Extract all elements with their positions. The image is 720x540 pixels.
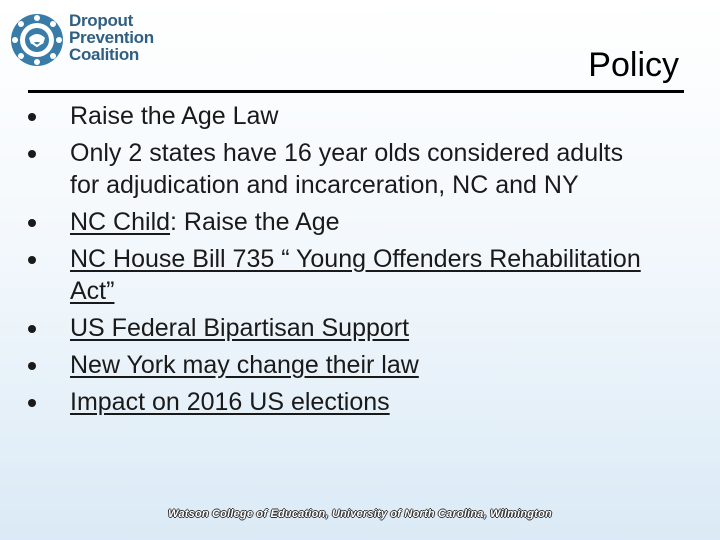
- bullet-item: [24, 206, 654, 238]
- bullet-text: Raise the Age Law: [70, 102, 279, 130]
- bullet-link[interactable]: US Federal Bipartisan Support: [70, 314, 410, 342]
- bullet-dot-icon: [28, 399, 36, 407]
- logo-line-2: Prevention: [69, 28, 154, 47]
- bullet-text: : Raise the Age: [170, 208, 340, 236]
- bullet-dot-icon: [28, 113, 36, 121]
- footer-text: Watson College of Education, University of North Carolina, Wilmington: [168, 508, 552, 520]
- bullet-item: [24, 349, 654, 381]
- bullet-list: [24, 100, 654, 423]
- bullet-item: [24, 312, 654, 344]
- bullet-dot-icon: [28, 219, 36, 227]
- bullet-link[interactable]: NC House Bill 735 “ Young Offenders Rehabilitation Act”: [70, 245, 641, 305]
- logo-line-1: Dropout: [69, 11, 133, 30]
- globe-people-icon: [9, 12, 65, 68]
- bullet-dot-icon: [28, 362, 36, 370]
- logo-line-3: Coalition: [69, 45, 140, 64]
- bullet-link[interactable]: New York may change their law: [70, 351, 419, 379]
- bullet-dot-icon: [28, 256, 36, 264]
- logo-text: [69, 12, 154, 63]
- bullet-item: [24, 137, 654, 201]
- bullet-item: [24, 243, 654, 307]
- bullet-dot-icon: [28, 325, 36, 333]
- bullet-item: [24, 386, 654, 418]
- bullet-dot-icon: [28, 150, 36, 158]
- slide-title: Policy: [588, 46, 679, 84]
- bullet-text: Only 2 states have 16 year olds considered adults for adjudication and incarceration, NC and NY: [70, 139, 624, 199]
- title-divider: [28, 90, 684, 93]
- logo: [9, 10, 169, 70]
- bullet-item: [24, 100, 654, 132]
- bullet-link[interactable]: NC Child: [70, 208, 171, 236]
- bullet-link[interactable]: Impact on 2016 US elections: [70, 388, 390, 416]
